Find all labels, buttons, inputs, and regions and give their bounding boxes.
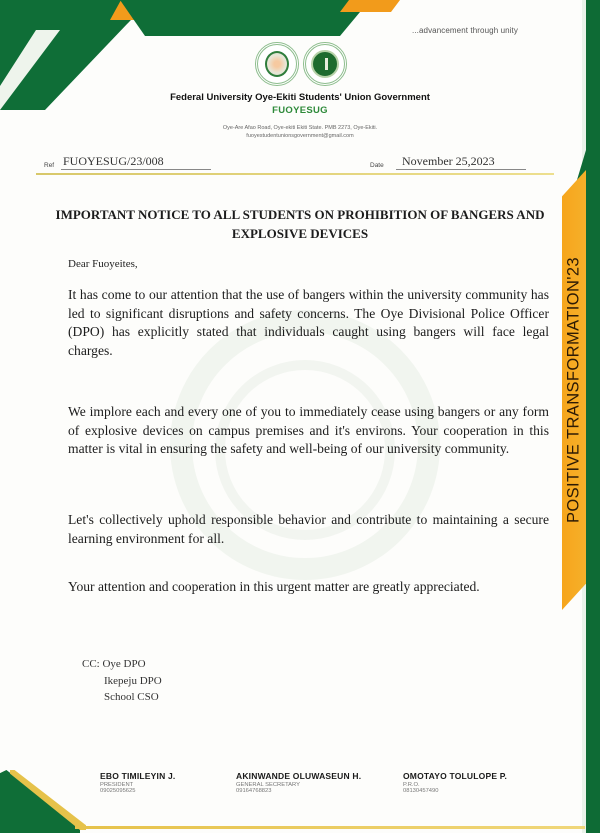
- logos: [255, 42, 347, 86]
- side-ribbon-text: POSITIVE TRANSFORMATION'23: [564, 257, 583, 523]
- signatory-general-secretary: [236, 771, 361, 794]
- bottom-left-green-corner: [0, 770, 80, 833]
- salutation: Dear Fuoyeites,: [68, 258, 138, 270]
- paragraph-3: Let's collectively uphold responsible behavior and contribute to maintaining a secure learning environment for all.: [68, 512, 549, 546]
- org-address: [0, 124, 600, 140]
- date-label: Date: [370, 162, 384, 169]
- date-value: November 25,2023: [396, 154, 526, 170]
- header-divider: [36, 173, 554, 175]
- email-line: fuoyestudentunionsgovernment@gmail.com: [246, 133, 354, 139]
- paragraph-1: It has come to our attention that the use of bangers within the university community has led to significant disruptions and safety concerns. The Oye Divisional Police Officer (DPO) has explicitly stated that individuals caught using bangers will face legal charges.: [68, 287, 549, 358]
- signatory-pro: [403, 771, 507, 794]
- ref-label: Ref: [44, 162, 55, 169]
- cc-list: [82, 656, 162, 706]
- tagline: ...advancement through unity: [412, 26, 518, 35]
- signatory-name: EBO TIMILEYIN J.: [100, 771, 176, 781]
- cc-recipient: School CSO: [104, 691, 159, 703]
- paragraph-4: Your attention and cooperation in this urgent matter are greatly appreciated.: [68, 579, 480, 594]
- signatory-name: OMOTAYO TOLULOPE P.: [403, 771, 508, 781]
- ref-value: FUOYESUG/23/008: [61, 154, 211, 170]
- signatory-role: PRESIDENT: [100, 782, 134, 788]
- signatory-phone: 08130457490: [403, 788, 439, 794]
- reference-row: [44, 152, 554, 172]
- org-name: Federal University Oye-Ekiti Students' Union Government: [170, 92, 430, 103]
- org-abbreviation: FUOYESUG: [272, 105, 328, 116]
- suge-logo-icon: [303, 42, 347, 86]
- fuoye-logo-icon: [255, 42, 299, 86]
- signatory-role: P.R.O.: [403, 782, 420, 788]
- address-line: Oye-Are Afao Road, Oye-ekiti Ekiti State. PMB 2273, Oye-Ekiti.: [222, 125, 378, 131]
- bottom-gold-line: [75, 826, 585, 829]
- notice-title: IMPORTANT NOTICE TO ALL STUDENTS ON PROHIBITION OF BANGERS AND EXPLOSIVE DEVICES: [55, 207, 545, 241]
- top-orange-stripe-right: [340, 0, 400, 12]
- signatory-name: AKINWANDE OLUWASEUN H.: [236, 771, 362, 781]
- signatory-phone: 09164768823: [236, 788, 272, 794]
- signatory-phone: 09025095625: [100, 788, 136, 794]
- signatory-president: [100, 771, 175, 794]
- paragraph-2: We implore each and every one of you to immediately cease using bangers or any form of explosive devices on campus premises and it's environs. Your cooperation in this matter is vital in ensuring the safety and well-being of our university community.: [68, 404, 549, 456]
- signatory-role: GENERAL SECRETARY: [236, 782, 300, 788]
- top-green-banner: [120, 0, 370, 36]
- cc-label: CC: Oye DPO: [82, 658, 146, 670]
- cc-recipient: Ikepeju DPO: [104, 674, 162, 687]
